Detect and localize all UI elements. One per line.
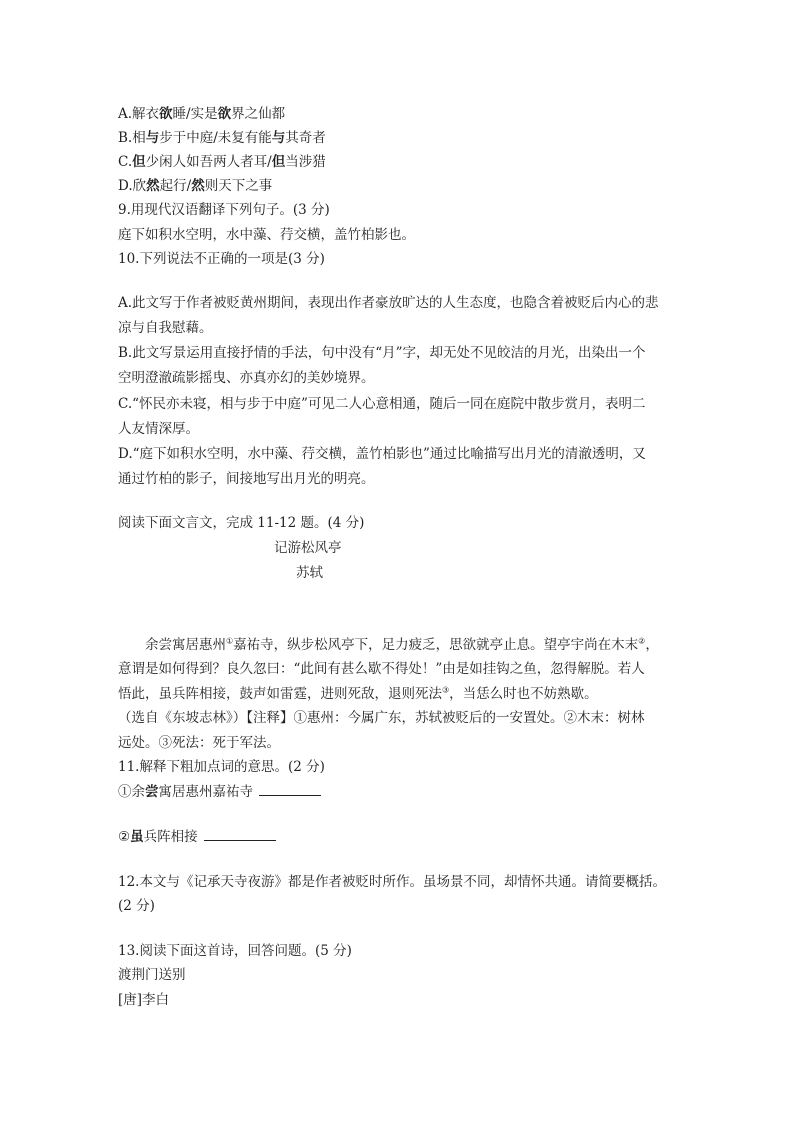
passage-line-1: 余尝寓居惠州①嘉祐寺，纵步松风亭下，足力疲乏，思欲就亭止息。望亭宇尚在木末②，: [145, 636, 659, 653]
option-d: D.欣然起行/然则天下之事: [118, 178, 273, 194]
poem-title: 渡荆门送别: [118, 967, 186, 983]
passage-notes-line-1: （选自《东坡志林》）【注释】①惠州：今属广东，苏轼被贬后的一安置处。②木末：树林: [118, 710, 645, 726]
option-c: C.但少闲人如吾两人者耳/但当涉猎: [118, 154, 326, 170]
q10-option-b-line1: B.此文写景运用直接抒情的手法，句中没有“月”字，却无处不见皎洁的月光，出染出一个: [118, 345, 646, 361]
passage-notes-line-2: 远处。③死法：死于军法。: [118, 735, 280, 751]
passage-line-3: 悟此，虽兵阵相接，鼓声如雷霆，进则死敌，退则死法③，当恁么时也不妨熟歇。: [118, 685, 598, 702]
q10-option-a-line2: 凉与自我慰藉。: [118, 320, 213, 336]
reading-intro: 阅读下面文言文，完成 11-12 题。(4 分): [118, 515, 365, 531]
q12-line-2: (2 分): [118, 898, 155, 914]
q10-option-c-line1: C.“怀民亦未寝，相与步于中庭”可见二人心意相通，随后一同在庭院中散步赏月，表明二: [118, 396, 646, 412]
option-a: A.解衣欲睡/实是欲界之仙都: [118, 106, 286, 122]
footnote-mark-3: ③: [442, 685, 450, 695]
footnote-mark-1: ①: [226, 636, 234, 646]
q13-stem: 13.阅读下面这首诗，回答问题。(5 分): [118, 943, 352, 959]
answer-blank-1[interactable]: [259, 783, 321, 796]
q11-stem: 11.解释下粗加点词的意思。(2 分): [118, 759, 325, 775]
q10-option-d-line1: D.“庭下如积水空明，水中藻、荇交横，盖竹柏影也”通过比喻描写出月光的清澈透明，又: [118, 446, 646, 462]
footnote-mark-2: ②: [638, 636, 646, 646]
q11-item-2: ②虽兵阵相接: [118, 827, 276, 847]
q12-line-1: 12.本文与《记承天寺夜游》都是作者被贬时所作。虽场景不同，却情怀共通。请简要概括。: [118, 874, 666, 890]
poem-author: [唐]李白: [118, 992, 170, 1008]
q11-item-1: ①余尝寓居惠州嘉祐寺: [118, 782, 321, 802]
q10-option-d-line2: 通过竹柏的影子，间接地写出月光的明亮。: [118, 471, 375, 487]
passage-author: 苏轼: [296, 565, 323, 581]
passage-title: 记游松风亭: [274, 540, 342, 556]
answer-blank-2[interactable]: [204, 828, 276, 841]
option-b: B.相与步于中庭/未复有能与其奇者: [118, 130, 326, 146]
q9-stem: 9.用现代汉语翻译下列句子。(3 分): [118, 202, 330, 218]
q10-option-c-line2: 人友情深厚。: [118, 421, 199, 437]
q10-option-b-line2: 空明澄澈疏影摇曳、亦真亦幻的美妙境界。: [118, 370, 375, 386]
q10-stem: 10.下列说法不正确的一项是(3 分): [118, 251, 325, 267]
passage-line-2: 意谓是如何得到？良久忽曰：“此间有甚么歇不得处！”由是如挂钩之鱼，忽得解脱。若人: [118, 661, 645, 677]
q9-sentence: 庭下如积水空明，水中藻、荇交横，盖竹柏影也。: [118, 227, 415, 243]
q10-option-a-line1: A.此文写于作者被贬黄州期间，表现出作者豪放旷达的人生态度，也隐含着被贬后内心的悲: [118, 295, 659, 311]
